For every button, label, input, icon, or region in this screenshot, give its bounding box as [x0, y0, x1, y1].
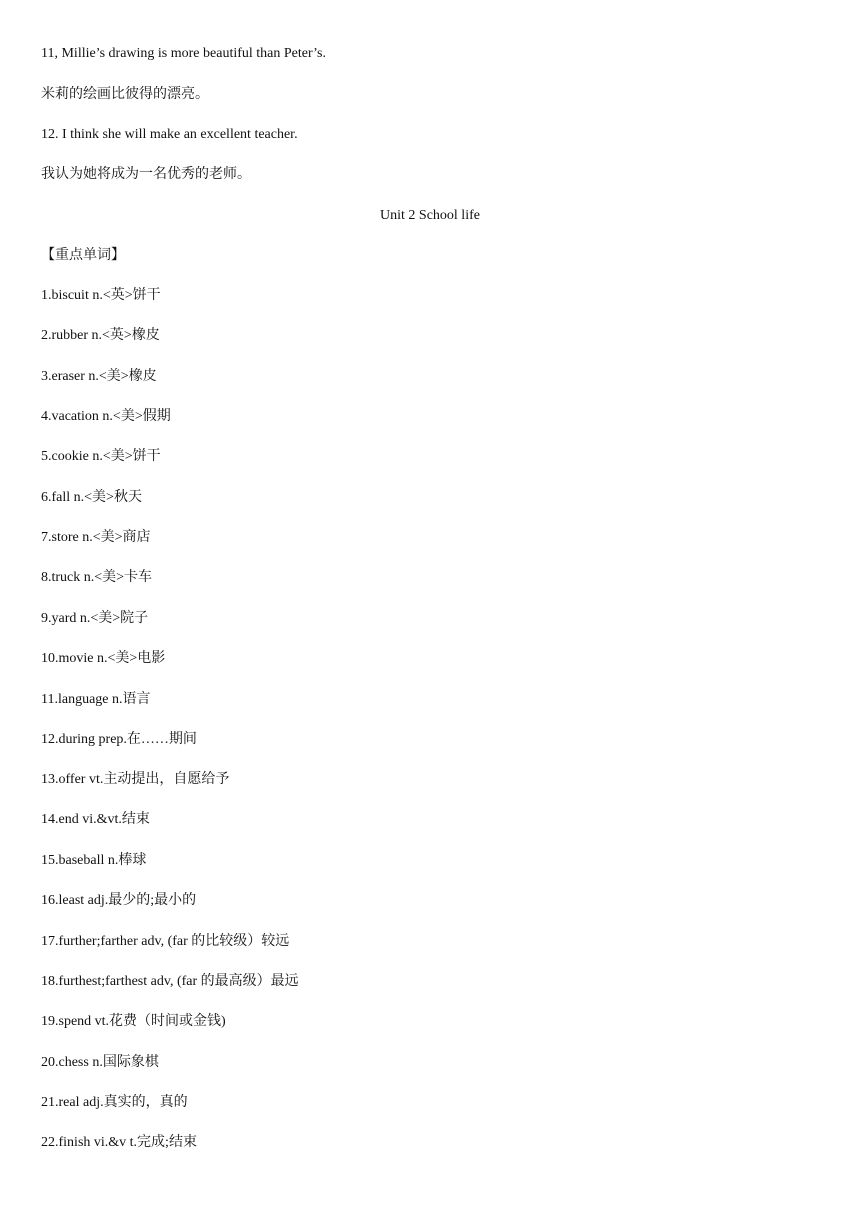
vocab-item: 13.offer vt.主动提出，自愿给予	[41, 772, 230, 787]
sentence-11-chinese: 米莉的绘画比彼得的漂亮。	[41, 87, 209, 102]
vocab-item: 12.during prep.在……期间	[41, 732, 197, 747]
vocab-item: 1.biscuit n.<英>饼干	[41, 288, 161, 303]
sentence-11-english: 11, Millie’s drawing is more beautiful than Peter’s.	[41, 46, 327, 61]
vocab-item: 5.cookie n.<美>饼干	[41, 449, 161, 464]
vocab-item: 9.yard n.<美>院子	[41, 611, 149, 626]
vocab-item: 20.chess n.国际象棋	[41, 1055, 159, 1070]
vocab-item: 22.finish vi.&v t.完成;结束	[41, 1135, 197, 1150]
vocab-item: 2.rubber n.<英>橡皮	[41, 328, 160, 343]
vocab-item: 8.truck n.<美>卡车	[41, 570, 153, 585]
vocab-item: 16.least adj.最少的;最小的	[41, 893, 197, 908]
vocab-item: 18.furthest;farthest adv, (far 的最高级）最远	[41, 974, 299, 989]
sentence-12-english: 12. I think she will make an excellent teacher.	[41, 127, 298, 142]
vocab-item: 6.fall n.<美>秋天	[41, 490, 142, 505]
unit-title: Unit 2 School life	[380, 208, 480, 223]
vocab-item: 11.language n.语言	[41, 692, 151, 707]
vocab-item: 3.eraser n.<美>橡皮	[41, 369, 157, 384]
vocab-item: 17.further;farther adv, (far 的比较级）较远	[41, 934, 290, 949]
section-heading: 【重点单词】	[41, 248, 125, 263]
vocab-item: 21.real adj.真实的，真的	[41, 1095, 188, 1110]
vocab-item: 10.movie n.<美>电影	[41, 651, 166, 666]
sentence-12-chinese: 我认为她将成为一名优秀的老师。	[41, 167, 251, 182]
vocab-item: 14.end vi.&vt.结束	[41, 812, 150, 827]
vocab-item: 19.spend vt.花费（时间或金钱)	[41, 1014, 226, 1029]
vocab-item: 4.vacation n.<美>假期	[41, 409, 171, 424]
vocab-item: 15.baseball n.棒球	[41, 853, 147, 868]
vocab-item: 7.store n.<美>商店	[41, 530, 151, 545]
